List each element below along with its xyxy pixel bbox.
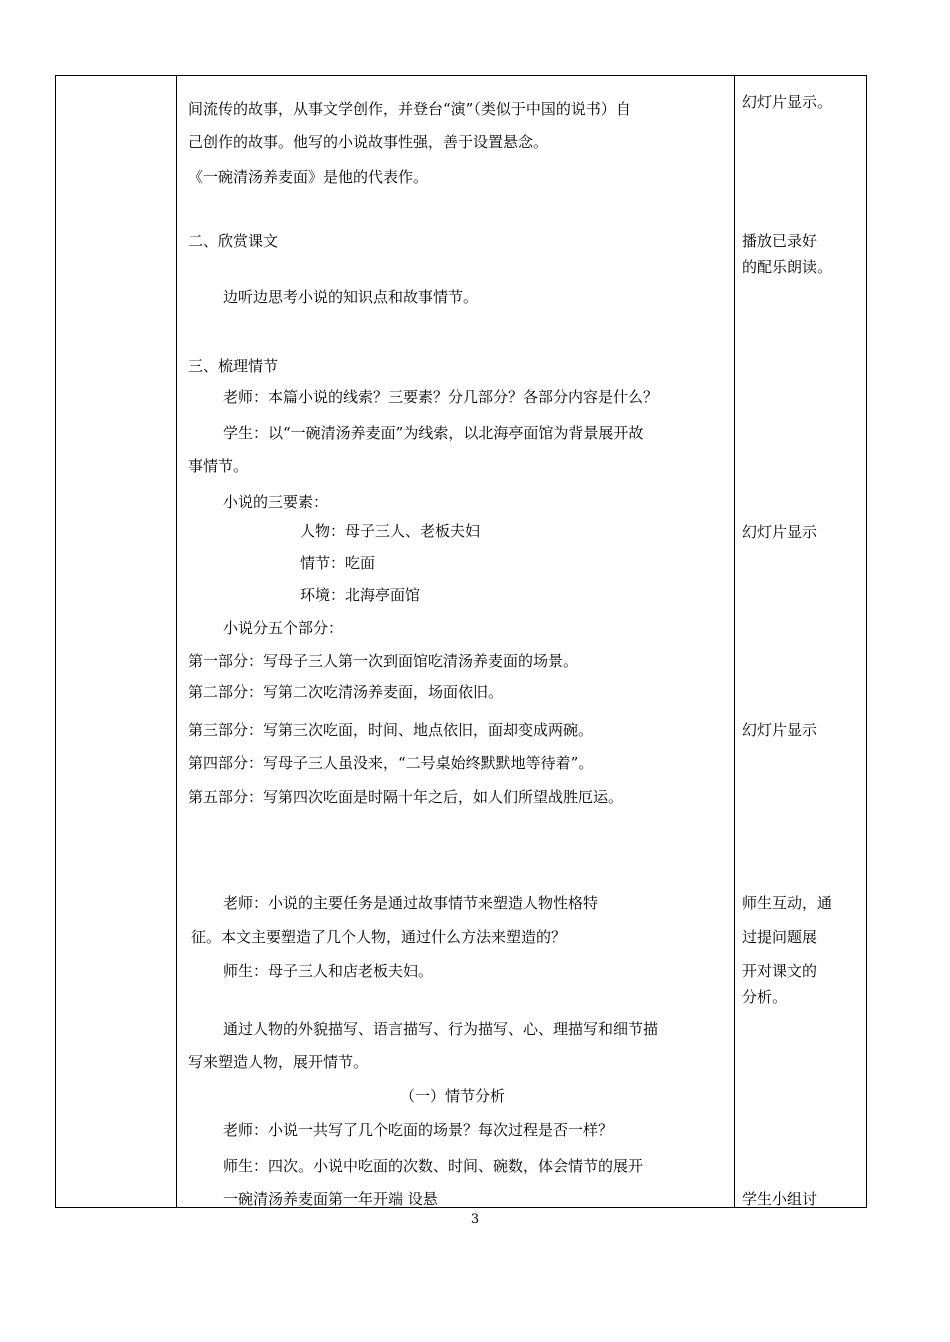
- content-line: 学生：以“一碗清汤养麦面”为线索，以北海亭面馆为背景展开故: [223, 424, 644, 442]
- content-line: 通过人物的外貌描写、语言描写、行为描写、心、理描写和细节描: [223, 1020, 659, 1038]
- section-heading-plot: 三、梳理情节: [188, 357, 279, 375]
- content-line: 老师：小说一共写了几个吃面的场景？每次过程是否一样？: [223, 1121, 614, 1139]
- column-divider-left: [176, 76, 177, 1207]
- content-line: 写来塑造人物，展开情节。: [188, 1053, 369, 1071]
- content-line: 小说分五个部分：: [223, 619, 344, 637]
- content-line: 边听边思考小说的知识点和故事情节。: [223, 288, 479, 306]
- note-line: 师生互动，通: [742, 894, 833, 912]
- note-line: 幻灯片显示: [742, 523, 818, 541]
- content-line: 小说的三要素：: [223, 493, 329, 511]
- content-line: 征。本文主要塑造了几个人物，通过什么方法来塑造的？: [191, 928, 567, 946]
- page-number: 3: [470, 1212, 480, 1227]
- content-line: 《一碗清汤养麦面》是他的代表作。: [188, 168, 429, 186]
- content-line: 老师：小说的主要任务是通过故事情节来塑造人物性格特: [223, 894, 599, 912]
- note-line: 播放已录好: [742, 232, 818, 250]
- part-four: 第四部分：写母子三人虽没来，“二号桌始终默默地等待着”。: [188, 754, 594, 772]
- note-line: 幻灯片显示: [742, 721, 818, 739]
- note-line: 开对课文的: [742, 962, 818, 980]
- content-line: 师生：母子三人和店老板夫妇。: [223, 962, 434, 980]
- part-two: 第二部分：写第二次吃清汤养麦面，场面依旧。: [188, 683, 504, 701]
- content-line: 事情节。: [188, 457, 249, 475]
- note-line: 的配乐朗读。: [742, 258, 833, 276]
- section-heading-appreciate: 二、欣赏课文: [188, 232, 279, 250]
- content-line: 一碗清汤养麦面第一年开端 设悬: [223, 1190, 438, 1208]
- column-divider-right: [734, 76, 735, 1207]
- content-line: 老师：本篇小说的线索？三要素？分几部分？各部分内容是什么？: [223, 388, 659, 406]
- element-setting: 环境：北海亭面馆: [300, 586, 421, 604]
- part-one: 第一部分：写母子三人第一次到面馆吃清汤养麦面的场景。: [188, 652, 579, 670]
- lesson-plan-table: [55, 75, 867, 1208]
- note-line: 学生小组讨: [742, 1190, 818, 1208]
- content-line: 师生：四次。小说中吃面的次数、时间、碗数，体会情节的展开: [223, 1157, 644, 1175]
- part-five: 第五部分：写第四次吃面是时隔十年之后，如人们所望战胜厄运。: [188, 788, 624, 806]
- element-characters: 人物：母子三人、老板夫妇: [300, 522, 481, 540]
- element-plot: 情节：吃面: [300, 554, 376, 572]
- note-line: 分析。: [742, 988, 788, 1006]
- content-line: 己创作的故事。他写的小说故事性强，善于设置悬念。: [188, 133, 549, 151]
- part-three: 第三部分：写第三次吃面，时间、地点依旧，面却变成两碗。: [188, 721, 594, 739]
- note-line: 幻灯片显示。: [742, 93, 833, 111]
- note-line: 过提问题展: [742, 928, 818, 946]
- content-line: 间流传的故事，从事文学创作，并登台“演”（类似于中国的说书）自: [188, 100, 631, 118]
- subsection-heading: （一）情节分析: [400, 1087, 506, 1105]
